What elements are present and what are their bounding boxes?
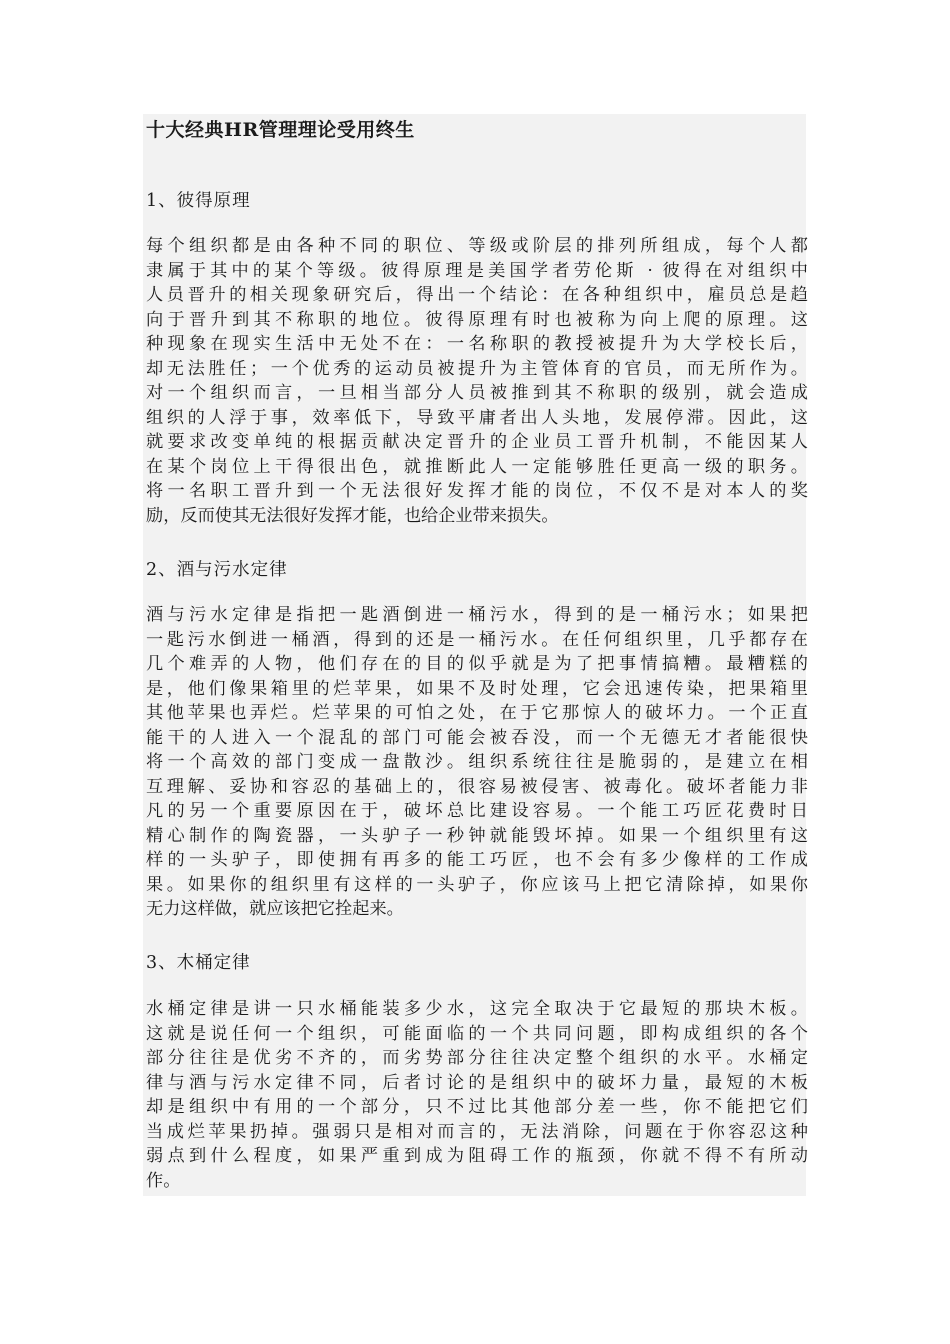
text-line: 将一个高效的部门变成一盘散沙。组织系统往往是脆弱的，是建立在相 [146,752,808,772]
text-line: 作。 [146,1170,181,1191]
text-line: 却是组织中有用的一个部分，只不过比其他部分差一些，你不能把它们 [146,1097,808,1117]
text-line: 其他苹果也弄烂。烂苹果的可怕之处，在于它那惊人的破坏力。一个正直 [146,703,808,723]
text-line: 一匙污水倒进一桶酒，得到的还是一桶污水。在任何组织里，几乎都存在 [146,629,808,650]
section-heading-peter-principle: 1、彼得原理 [146,191,251,211]
text-line: 组织的人浮于事，效率低下，导致平庸者出人头地，发展停滞。因此，这 [146,407,808,428]
text-line: 励，反而使其无法很好发挥才能，也给企业带来损失。 [146,505,559,526]
text-line: 部分往往是优劣不齐的，而劣势部分往往决定整个组织的水平。水桶定 [146,1048,808,1068]
text-line: 酒与污水定律是指把一匙酒倒进一桶污水，得到的是一桶污水；如果把 [146,605,808,625]
text-line: 果。如果你的组织里有这样的一头驴子，你应该马上把它清除掉，如果你 [146,874,808,895]
section-heading-bucket-law: 3、木桶定律 [146,953,251,973]
text-line: 在某个岗位上干得很出色，就推断此人一定能够胜任更高一级的职务。 [146,456,808,477]
text-line: 将一名职工晋升到一个无法很好发挥才能的岗位，不仅不是对本人的奖 [146,481,808,501]
text-line: 却无法胜任；一个优秀的运动员被提升为主管体育的官员，而无所作为。 [146,358,808,379]
text-line: 互理解、妥协和容忍的基础上的，很容易被侵害、被毒化。破坏者能力非 [146,776,808,797]
text-line: 精心制作的陶瓷器，一头驴子一秒钟就能毁坏掉。如果一个组织里有这 [146,825,808,846]
text-line: 向于晋升到其不称职的地位。彼得原理有时也被称为向上爬的原理。这 [146,309,808,330]
text-line: 每个组织都是由各种不同的职位、等级或阶层的排列所组成，每个人都 [146,236,808,256]
text-line: 人员晋升的相关现象研究后，得出一个结论：在各种组织中，雇员总是趋 [146,285,808,305]
text-line: 几个难弄的人物，他们存在的目的似乎就是为了把事情搞糟。最糟糕的 [146,654,808,674]
section-heading-wine-sewage-law: 2、酒与污水定律 [146,560,288,580]
document-title: 十大经典HR管理理论受用终生 [146,119,415,141]
text-line: 凡的另一个重要原因在于，破坏总比建设容易。一个能工巧匠花费时日 [146,801,808,821]
text-line: 种现象在现实生活中无处不在：一名称职的教授被提升为大学校长后， [146,334,808,354]
text-line: 无力这样做，就应该把它拴起来。 [146,899,404,919]
section-body-wine-sewage-law [146,603,808,922]
section-body-peter-principle [146,234,808,528]
text-line: 弱点到什么程度，如果严重到成为阻碍工作的瓶颈，你就不得不有所动 [146,1146,808,1166]
text-line: 律与酒与污水定律不同，后者讨论的是组织中的破坏力量，最短的木板 [146,1072,808,1093]
text-line: 样的一头驴子，即使拥有再多的能工巧匠，也不会有多少像样的工作成 [146,850,808,870]
section-body-bucket-law [146,997,808,1193]
text-line: 能干的人进入一个混乱的部门可能会被吞没，而一个无德无才者能很快 [146,727,808,748]
text-line: 就要求改变单纯的根据贡献决定晋升的企业员工晋升机制，不能因某人 [146,432,808,452]
text-line: 对一个组织而言，一旦相当部分人员被推到其不称职的级别，就会造成 [146,383,808,403]
text-line: 水桶定律是讲一只水桶能装多少水，这完全取决于它最短的那块木板。 [146,999,808,1019]
text-line: 这就是说任何一个组织，可能面临的一个共同问题，即构成组织的各个 [146,1023,808,1044]
text-line: 隶属于其中的某个等级。彼得原理是美国学者劳伦斯 · 彼得在对组织中 [146,260,808,281]
text-line: 当成烂苹果扔掉。强弱只是相对而言的，无法消除，问题在于你容忍这种 [146,1121,808,1142]
text-line: 是，他们像果箱里的烂苹果，如果不及时处理，它会迅速传染，把果箱里 [146,678,808,699]
